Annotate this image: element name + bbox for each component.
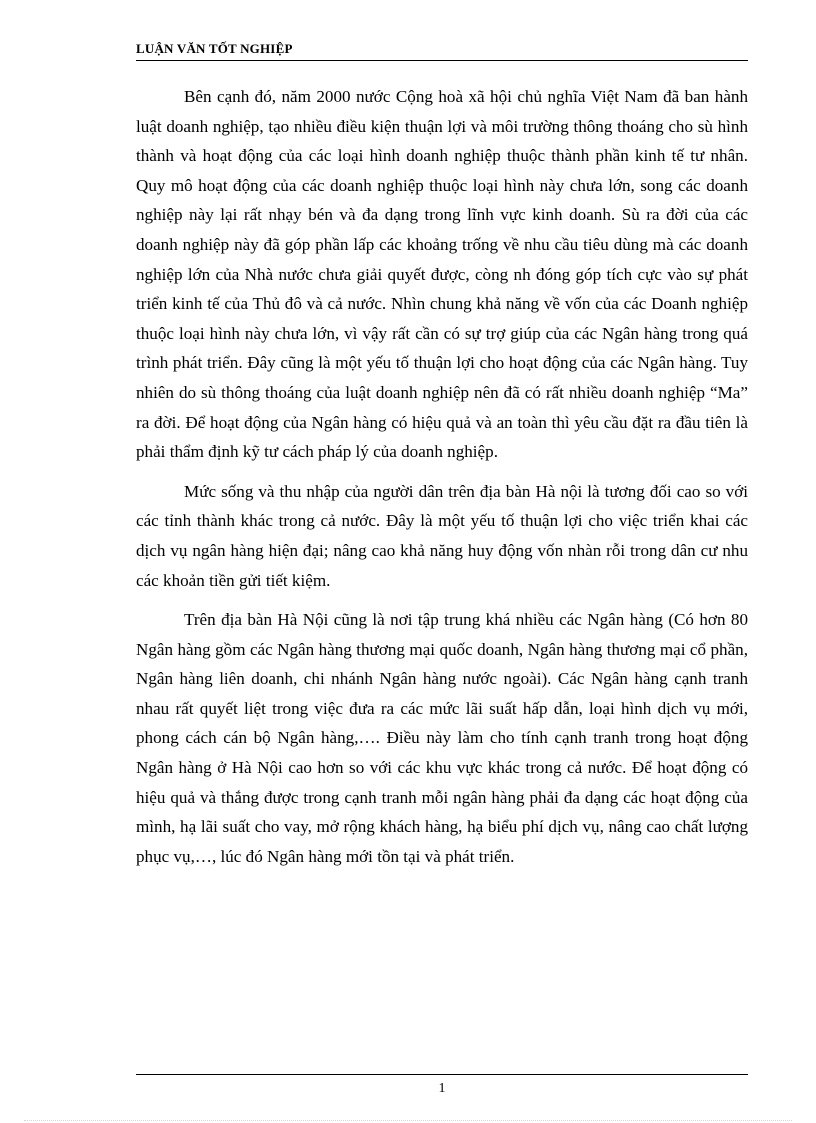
body-text [136, 82, 748, 881]
paragraph-1: Bên cạnh đó, năm 2000 nước Cộng hoà xã hội chủ nghĩa Việt Nam đã ban hành luật doanh nghiệp, tạo nhiều điều kiện thuận lợi và môi trường thông thoáng cho sù hình thành và hoạt động của các loại hình doanh nghiệp thuộc thành phần kinh tế tư nhân. Quy mô hoạt động của các doanh nghiệp thuộc loại hình này chưa lớn, song các doanh nghiệp này lại rất nhạy bén và đa dạng trong lĩnh vực kinh doanh. Sù ra đời của các doanh nghiệp này đã góp phần lấp các khoảng trống về nhu cầu tiêu dùng mà các doanh nghiệp lớn của Nhà nước chưa giải quyết được, còng nh đóng góp tích cực vào sự phát triển kinh tế của Thủ đô và cả nước. Nhìn chung khả năng về vốn của các Doanh nghiệp thuộc loại hình này chưa lớn, vì vậy rất cần có sự trợ giúp của các Ngân hàng trong quá trình phát triển. Đây cũng là một yếu tố thuận lợi cho hoạt động của các Ngân hàng. Tuy nhiên do sù thông thoáng của luật doanh nghiệp nên đã có rất nhiều doanh nghiệp “Ma” ra đời. Để hoạt động của Ngân hàng có hiệu quả và an toàn thì yêu cầu đặt ra đầu tiên là phải thẩm định kỹ tư cách pháp lý của doanh nghiệp. [136, 87, 748, 462]
header-title: LUẬN VĂN TỐT NGHIỆP [136, 41, 293, 56]
footer-divider [136, 1074, 748, 1075]
paragraph-2: Mức sống và thu nhập của người dân trên địa bàn Hà nội là tương đối cao so với các tỉnh thành khác trong cả nước. Đây là một yếu tố thuận lợi cho việc triển khai các dịch vụ ngân hàng hiện đại; nâng cao khả năng huy động vốn nhàn rỗi trong dân cư nhu các khoản tiền gửi tiết kiệm. [136, 481, 748, 590]
page-edge-divider [24, 1120, 792, 1121]
page-number: 1 [438, 1081, 446, 1096]
paragraph-3: Trên địa bàn Hà Nội cũng là nơi tập trung khá nhiều các Ngân hàng (Có hơn 80 Ngân hàng gồm các Ngân hàng thương mại quốc doanh, Ngân hàng thương mại cổ phần, Ngân hàng liên doanh, chi nhánh Ngân hàng nước ngoài). Các Ngân hàng cạnh tranh nhau rất quyết liệt trong việc đưa ra các mức lãi suất hấp dẫn, loại hình dịch vụ mới, phong cách cán bộ Ngân hàng,…. Điều này làm cho tính cạnh tranh trong hoạt động Ngân hàng ở Hà Nội cao hơn so với các khu vực khác trong cả nước. Để hoạt động có hiệu quả và thắng được trong cạnh tranh mỗi ngân hàng phải đa dạng các hoạt động của mình, hạ lãi suất cho vay, mở rộng khách hàng, hạ biểu phí dịch vụ, nâng cao chất lượng phục vụ,…, lúc đó Ngân hàng mới tồn tại và phát triển. [136, 610, 748, 866]
page-header [136, 40, 748, 61]
